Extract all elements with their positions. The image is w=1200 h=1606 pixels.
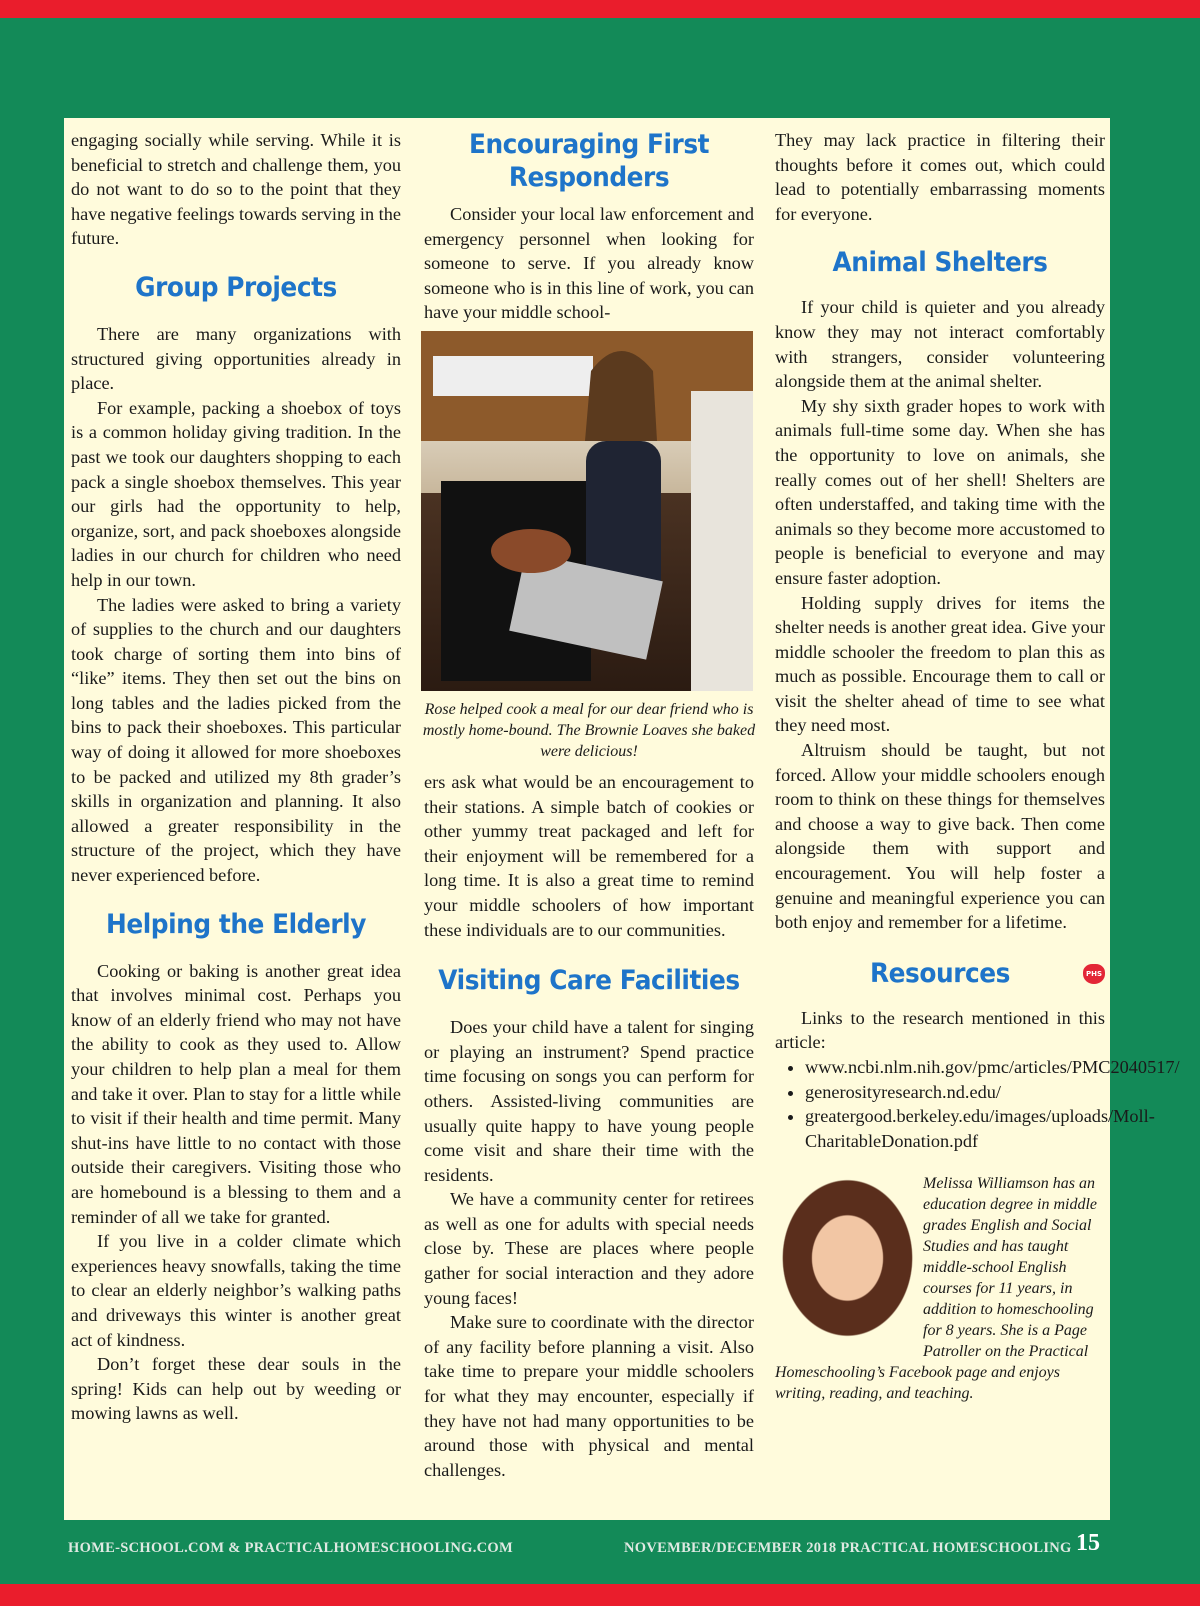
column-2	[424, 128, 754, 1482]
paragraph: We have a community center for retirees as well as one for adults with special needs close by. These are places where people gather for social interaction and they adore young faces!	[424, 1189, 754, 1308]
footer-left: HOME-SCHOOL.COM & PRACTICALHOMESCHOOLING.COM	[68, 1540, 513, 1556]
paragraph: Holding supply drives for items the shelter needs is another great idea. Give your middle schooler the freedom to plan this as much as possible. Encourage them to call or visit the shelter ahead of time to see what they need most.	[775, 592, 1105, 736]
page-number: 15	[1076, 1530, 1100, 1556]
resource-link[interactable]: • greatergood.berkeley.edu/images/uploads/Moll-CharitableDonation.pdf	[805, 1104, 1105, 1153]
paragraph: My shy sixth grader hopes to work with animals full-time some day. When she has the opportunity to love on animals, she really comes out of her shell! Shelters are often understaffed, and taking time with the animals so they become more accustomed to people is beneficial to everyone and may ensure faster adoption.	[775, 395, 1105, 588]
paragraph: If your child is quieter and you already know they may not interact comfortably with strangers, consider volunteering alongside them at the animal shelter.	[775, 297, 1105, 392]
paragraph: Does your child have a talent for singing or playing an instrument? Spend practice time focusing on songs you can perform for others. Assisted-living communities are usually quite happy to have young people come visit and share their time with the residents.	[424, 1017, 754, 1185]
paragraph: There are many organizations with structured giving opportunities already in place.	[71, 323, 401, 394]
heading-helping-elderly: Helping the Elderly	[106, 908, 366, 940]
author-bio-text: Melissa Williamson has an education degree in middle grades English and Social Studies and has taught middle-school English courses for 11 years, in addition to homeschooling for 8 years. She is a Page Patroller on the Practical Homeschooling’s Facebook page and enjoys writing, reading, and teaching.	[775, 1175, 1098, 1403]
resource-link[interactable]: • generosityresearch.nd.edu/	[805, 1080, 1105, 1105]
resource-links	[775, 1055, 1180, 1153]
paragraph: The ladies were asked to bring a variety of supplies to the church and our daughters took charge of sorting them into bins of “like” items. They then set out the bins on long tables and the ladies picked from the bins to pack their shoeboxes. This particular way of doing it allowed for more shoeboxes to be packed and utilized my 8th grader’s skills in organization and planning. It also allowed a greater responsibility in the structure of the project, which they have never experienced before.	[71, 594, 401, 886]
heading-group-projects: Group Projects	[135, 271, 337, 303]
author-bio	[775, 1173, 1105, 1404]
column-1	[71, 128, 401, 1426]
end-mark-icon: PHS	[1083, 964, 1105, 984]
heading-resources: Resources	[870, 957, 1010, 989]
footer-right: NOVEMBER/DECEMBER 2018 PRACTICAL HOMESCHOOLING	[624, 1540, 1072, 1556]
heading-animal-shelters: Animal Shelters	[832, 247, 1048, 279]
author-portrait	[765, 1177, 915, 1357]
paragraph: engaging socially while serving. While it is beneficial to stretch and challenge them, you do not want to do so to the point that they have negative feelings towards serving in the future.	[71, 130, 401, 249]
heading-first-responders: Encouraging First Responders	[468, 129, 710, 193]
paragraph: Links to the research mentioned in this article:	[775, 1007, 1105, 1053]
photo-girl-brownies	[421, 331, 753, 691]
column-3	[775, 128, 1180, 1404]
paragraph: Don’t forget these dear souls in the spring! Kids can help out by weeding or mowing lawns as well.	[71, 1354, 401, 1424]
paragraph: For example, packing a shoebox of toys is a common holiday giving tradition. In the past we took our daughters shopping to each pack a single shoebox themselves. This year our girls had the opportunity to help, organize, sort, and pack shoeboxes alongside ladies in our church for children who need help in our town.	[71, 397, 401, 590]
heading-care-facilities: Visiting Care Facilities	[438, 965, 740, 997]
paragraph: Cooking or baking is another great idea that involves minimal cost. Perhaps you know of an elderly friend who may not have the ability to cook as they used to. Allow your children to help plan a meal for them and take it over. Plan to stay for a little while to visit if their health and time permit. Many shut-ins have little to no contact with those outside their caregivers. Visiting those who are homebound is a blessing to them and a reminder of all we take for granted.	[71, 960, 401, 1227]
paragraph: They may lack practice in filtering their thoughts before it comes out, which could lead to potentially embarrassing moments for everyone.	[775, 130, 1105, 224]
paragraph: Altruism should be taught, but not forced. Allow your middle schoolers enough room to think on these things for themselves and choose a way to give back. Then come alongside them with support and encouragement. You will help foster a genuine and meaningful experience you can both enjoy and remember for a lifetime.	[775, 740, 1105, 933]
paragraph: Consider your local law enforcement and emergency personnel when looking for someone to serve. If you already know someone who is in this line of work, you can have your middle school-	[424, 204, 754, 323]
photo-caption: Rose helped cook a meal for our dear friend who is mostly home-bound. The Brownie Loaves she baked were delicious!	[422, 700, 756, 760]
paragraph: ers ask what would be an encouragement to their stations. A simple batch of cookies or other yummy treat packaged and left for their enjoyment will be remembered for a long time. It is also a great time to remind your middle schoolers of how important these individuals are to our communities.	[424, 771, 754, 940]
paragraph: If you live in a colder climate which experiences heavy snowfalls, taking the time to clear an elderly neighbor’s walking paths and driveways this winter is another great act of kindness.	[71, 1231, 401, 1350]
photo-illustration	[421, 331, 753, 691]
paragraph: Make sure to coordinate with the director of any facility before planning a visit. Also take time to prepare your middle schoolers for what they may encounter, especially if they have not had many opportunities to be around those with physical and mental challenges.	[424, 1312, 754, 1480]
resource-link[interactable]: • www.ncbi.nlm.nih.gov/pmc/articles/PMC2040517/	[805, 1055, 1105, 1080]
